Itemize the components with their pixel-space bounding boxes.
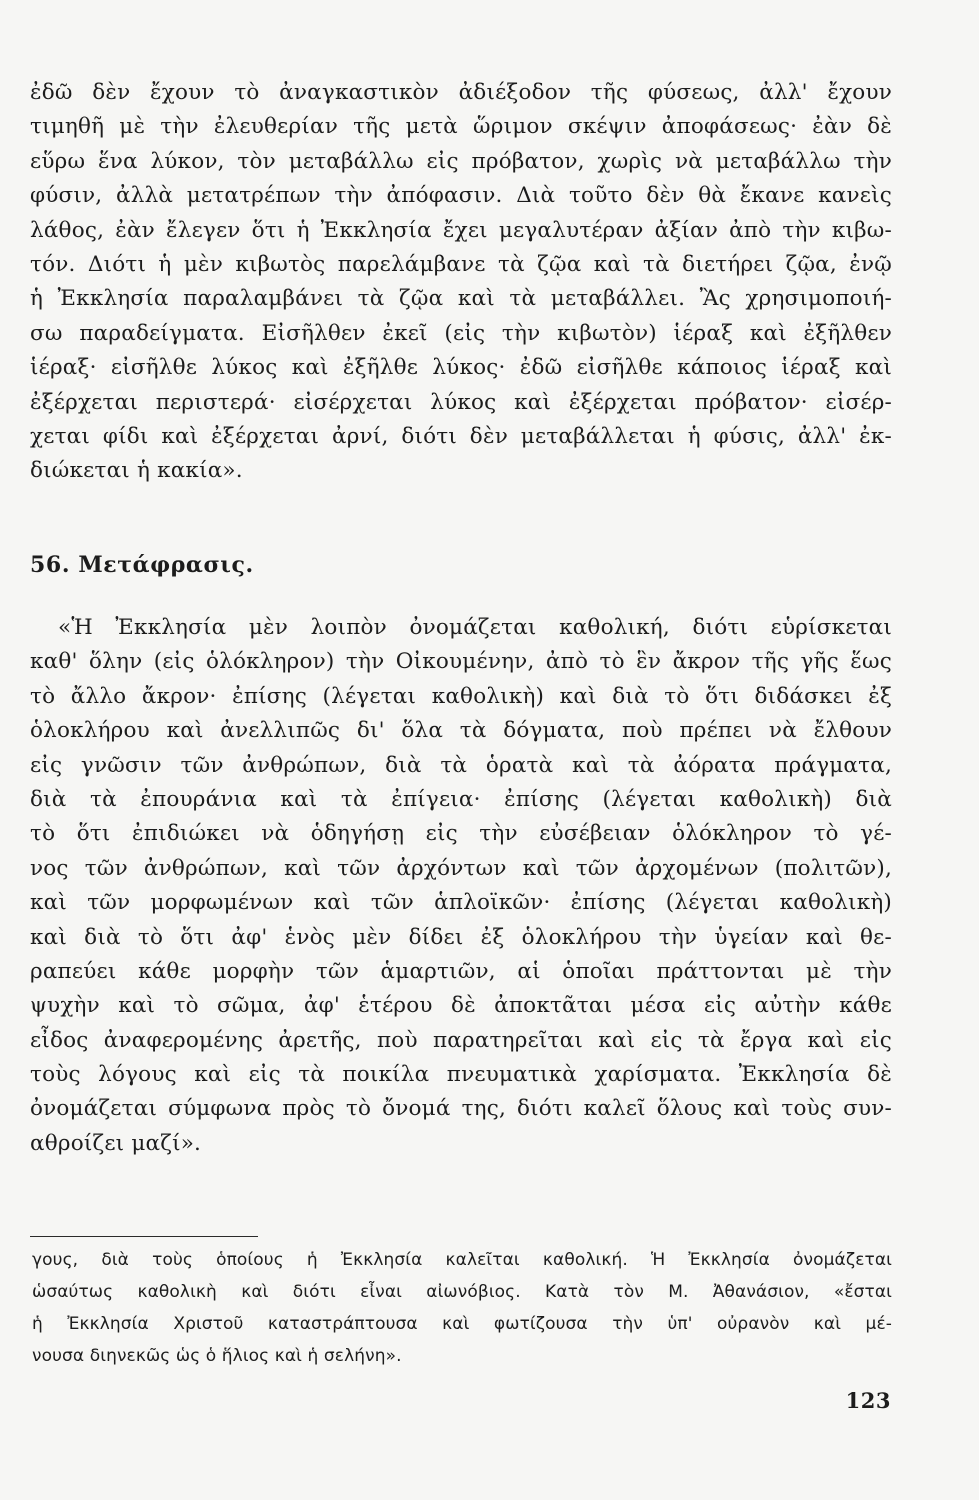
text-line: ψυχὴν καὶ τὸ σῶμα, ἀφ' ἑτέρου δὲ ἀποκτᾶται μέσα εἰς αὐτὴν κάθε	[30, 993, 892, 1019]
main-paragraph	[30, 611, 892, 1161]
text-line: τὸ ὅτι ἐπιδιώκει νὰ ὁδηγήσῃ εἰς τὴν εὐσέβειαν ὁλόκληρον τὸ γέ-	[30, 821, 892, 847]
footnote-line: γους, διὰ τοὺς ὁποίους ἡ Ἐκκλησία καλεῖται καθολική. Ἡ Ἐκκλησία ὀνομάζεται	[32, 1250, 892, 1270]
text-line: τόν. Διότι ἡ μὲν κιβωτὸς παρελάμβανε τὰ ζῷα καὶ τὰ διετήρει ζῷα, ἐνῷ	[30, 251, 892, 277]
text-line: ὁλοκλήρου καὶ ἀνελλιπῶς δι' ὅλα τὰ δόγματα, ποὺ πρέπει νὰ ἔλθουν	[30, 718, 892, 744]
text-line: «Ἡ Ἐκκλησία μὲν λοιπὸν ὀνομάζεται καθολική, διότι εὑρίσκεται	[58, 615, 892, 640]
text-line: διώκεται ἡ κακία».	[30, 458, 243, 484]
text-line: αθροίζει μαζί».	[30, 1130, 202, 1156]
text-line: λάθος, ἐὰν ἔλεγεν ὅτι ἡ Ἐκκλησία ἔχει μεγαλυτέραν ἀξίαν ἀπὸ τὴν κιβω-	[30, 217, 892, 243]
page-number: 123	[845, 1388, 891, 1413]
text-line: καὶ διὰ τὸ ὅτι ἀφ' ἑνὸς μὲν δίδει ἐξ ὁλοκλήρου τὴν ὑγείαν καὶ θε-	[30, 924, 892, 950]
section-heading: 56. Μετάφρασις.	[30, 552, 254, 578]
text-line: ραπεύει κάθε μορφὴν τῶν ἁμαρτιῶν, αἱ ὁποῖαι πράττονται μὲ τὴν	[30, 958, 892, 984]
footnote-divider	[30, 1236, 258, 1237]
footnote-line: νουσα διηνεκῶς ὡς ὁ ἥλιος καὶ ἡ σελήνη».	[32, 1346, 402, 1366]
text-line: τὸ ἄλλο ἄκρον· ἐπίσης (λέγεται καθολικὴ) καὶ διὰ τὸ ὅτι διδάσκει ἐξ	[30, 683, 892, 709]
text-line: εἶδος ἀναφερομένης ἀρετῆς, ποὺ παρατηρεῖται καὶ εἰς τὰ ἔργα καὶ εἰς	[30, 1027, 892, 1053]
text-line: χεται φίδι καὶ ἐξέρχεται ἀρνί, διότι δὲν μεταβάλλεται ἡ φύσις, ἀλλ' ἐκ-	[30, 423, 892, 449]
footnote-line: ἡ Ἐκκλησία Χριστοῦ καταστράπτουσα καὶ φωτίζουσα τὴν ὑπ' οὐρανὸν καὶ μέ-	[32, 1314, 892, 1334]
text-line: ἐξέρχεται περιστερά· εἰσέρχεται λύκος καὶ ἐξέρχεται πρόβατον· εἰσέρ-	[30, 389, 892, 415]
text-line: διὰ τὰ ἐπουράνια καὶ τὰ ἐπίγεια· ἐπίσης (λέγεται καθολικὴ) διὰ	[30, 786, 892, 812]
text-line: εἰς γνῶσιν τῶν ἀνθρώπων, διὰ τὰ ὁρατὰ καὶ τὰ ἀόρατα πράγματα,	[30, 752, 892, 778]
text-line: ἡ Ἐκκλησία παραλαμβάνει τὰ ζῷα καὶ τὰ μεταβάλλει. Ἂς χρησιμοποιή-	[30, 286, 892, 312]
text-line: καθ' ὅλην (εἰς ὁλόκληρον) τὴν Οἰκουμένην, ἀπὸ τὸ ἓν ἄκρον τῆς γῆς ἕως	[30, 649, 892, 675]
text-line: τιμηθῆ μὲ τὴν ἐλευθερίαν τῆς μετὰ ὥριμον σκέψιν ἀποφάσεως· ἐὰν δὲ	[30, 114, 892, 140]
text-line: τοὺς λόγους καὶ εἰς τὰ ποικίλα πνευματικὰ χαρίσματα. Ἐκκλησία δὲ	[30, 1062, 892, 1088]
text-line: ἱέραξ· εἰσῆλθε λύκος καὶ ἐξῆλθε λύκος· ἐδῶ εἰσῆλθε κάποιος ἱέραξ καὶ	[30, 355, 892, 381]
footnote	[32, 1244, 892, 1372]
text-line: σω παραδείγματα. Εἰσῆλθεν ἐκεῖ (εἰς τὴν κιβωτὸν) ἱέραξ καὶ ἐξῆλθεν	[30, 320, 892, 346]
text-line: εὕρω ἕνα λύκον, τὸν μεταβάλλω εἰς πρόβατον, χωρὶς νὰ μεταβάλλω τὴν	[30, 148, 892, 174]
footnote-line: ὡσαύτως καθολικὴ καὶ διότι εἶναι αἰωνόβιος. Κατὰ τὸν Μ. Ἀθανάσιον, «ἔσται	[32, 1282, 892, 1302]
text-line: ὀνομάζεται σύμφωνα πρὸς τὸ ὄνομά της, διότι καλεῖ ὅλους καὶ τοὺς συν-	[30, 1096, 892, 1122]
top-paragraph	[30, 76, 892, 489]
text-line: ἐδῶ δὲν ἔχουν τὸ ἀναγκαστικὸν ἀδιέξοδον τῆς φύσεως, ἀλλ' ἔχουν	[30, 80, 892, 105]
text-line: καὶ τῶν μορφωμένων καὶ τῶν ἁπλοϊκῶν· ἐπίσης (λέγεται καθολικὴ)	[30, 890, 892, 916]
text-line: φύσιν, ἀλλὰ μετατρέπων τὴν ἀπόφασιν. Διὰ τοῦτο δὲν θὰ ἔκανε κανεὶς	[30, 183, 892, 209]
text-line: νος τῶν ἀνθρώπων, καὶ τῶν ἀρχόντων καὶ τῶν ἀρχομένων (πολιτῶν),	[30, 855, 892, 881]
